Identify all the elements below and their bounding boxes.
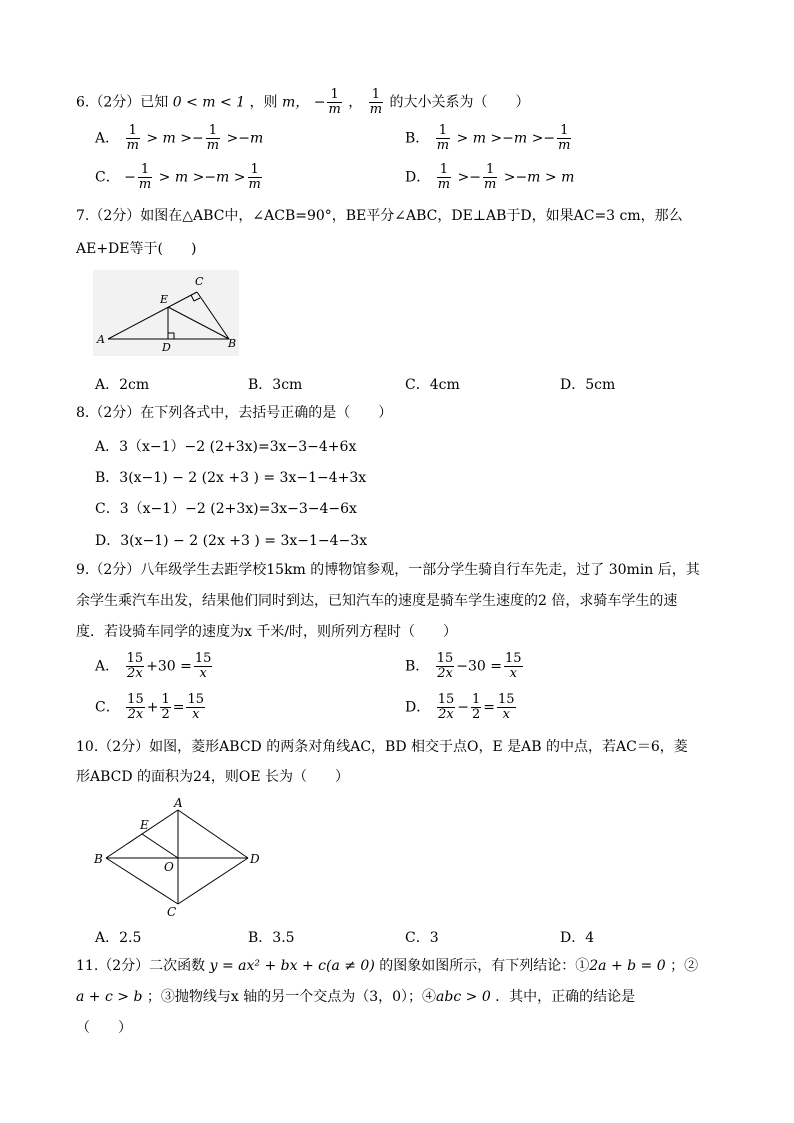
q6-option-b[interactable]	[405, 124, 573, 153]
q7-option-a[interactable]: A．2cm	[95, 377, 150, 393]
option-letter: A．	[95, 658, 120, 675]
q6-frac-pos	[369, 88, 383, 117]
frac-den: x	[509, 666, 517, 681]
q11-conclusion-2: a + c > b	[76, 989, 143, 1005]
q11-text: ．其中，正确的结论是	[495, 989, 636, 1005]
frac-num: 1	[483, 163, 497, 178]
frac-den: 2	[471, 707, 481, 722]
option-letter: D．	[405, 699, 431, 716]
frac-num: 15	[436, 651, 454, 666]
expr: −	[124, 169, 136, 186]
expr: +30 =	[146, 658, 192, 675]
expr: =	[172, 699, 185, 716]
expr: −30 =	[456, 658, 503, 675]
q10-option-c[interactable]: C．3	[405, 930, 439, 946]
q10-stem-line1: 10.（2分）如图，菱形ABCD 的两条对角线AC，BD 相交于点O，E 是AB 的中点，若AC＝6，菱	[76, 739, 688, 755]
q7-triangle-figure	[93, 270, 239, 356]
frac-num: 1	[206, 124, 220, 139]
frac-den: m	[248, 177, 261, 192]
q11-stem-line1	[76, 957, 698, 975]
q10-option-b[interactable]: B．3.5	[248, 930, 295, 946]
q11-stem-line2	[76, 988, 635, 1006]
frac-num: 15	[194, 651, 212, 666]
expr: > m >−m >	[154, 169, 246, 186]
q11-conclusion-1: 2a + b = 0	[589, 958, 666, 974]
q8-stem: 8.（2分）在下列各式中，去括号正确的是（ ）	[76, 405, 393, 421]
frac	[126, 652, 145, 681]
frac-den: x	[199, 666, 207, 681]
q7-stem-line2: AE+DE等于( )	[76, 241, 197, 257]
frac-den: 2x	[127, 666, 143, 681]
expr: > m >−m >−	[452, 130, 556, 147]
option-letter: C．	[95, 169, 120, 186]
q6-condition: 0 < m < 1	[172, 94, 246, 111]
q9-option-d[interactable]	[405, 693, 518, 722]
frac	[138, 163, 152, 192]
q10-rhombus-figure	[90, 796, 270, 918]
frac	[248, 163, 262, 192]
q10-option-a[interactable]: A．2.5	[95, 930, 142, 946]
frac-num: 15	[437, 692, 455, 707]
frac-num: 15	[497, 692, 515, 707]
frac-den: 2x	[437, 666, 453, 681]
label-o: O	[164, 860, 174, 874]
option-letter: D．	[405, 169, 431, 186]
side-ad	[178, 810, 248, 858]
q6-suffix: 的大小关系为（ ）	[389, 94, 530, 111]
frac-den: x	[192, 707, 200, 722]
q6-frac-neg	[327, 88, 341, 117]
frac-num: 15	[126, 651, 144, 666]
q9-stem-line2: 余学生乘汽车出发，结果他们同时到达，已知汽车的速度是骑车学生速度的2 倍，求骑车学生的速	[76, 593, 678, 609]
label-d: D	[162, 341, 171, 354]
frac	[194, 652, 213, 681]
side-dc	[178, 858, 248, 904]
frac-den: m	[369, 102, 383, 117]
frac-num: 15	[127, 692, 144, 707]
frac-den: 2x	[127, 707, 144, 722]
q9-option-a[interactable]	[95, 652, 214, 681]
q6-option-d[interactable]	[405, 163, 574, 192]
q9-option-b[interactable]	[405, 652, 525, 681]
expr: >−m > m	[499, 169, 575, 186]
frac-den: m	[206, 138, 220, 153]
frac-den: m	[328, 102, 341, 117]
frac	[471, 693, 481, 722]
q7-option-c[interactable]: C．4cm	[405, 377, 460, 393]
label-c: C	[195, 275, 204, 288]
frac-num: 1	[138, 163, 152, 178]
frac-den: m	[558, 138, 571, 153]
q9-stem-line3: 度．若设骑车同学的速度为x 千米/时，则所列方程时（ ）	[76, 624, 458, 640]
q6-neg: −	[313, 94, 326, 111]
q6-m: m，	[281, 94, 310, 111]
q6-option-c[interactable]	[95, 163, 264, 192]
frac-num: 1	[327, 88, 341, 103]
frac-num: 15	[505, 651, 522, 666]
frac	[557, 124, 571, 153]
q11-stem-line3: （ ）	[76, 1020, 132, 1036]
q6-prefix: 6.（2分）已知	[76, 94, 169, 111]
frac	[497, 693, 516, 722]
frac-num: 1	[126, 124, 140, 139]
frac	[126, 124, 140, 153]
q8-option-b[interactable]: B．3(x−1) − 2 (2x +3 ) = 3x−1−4+3x	[95, 470, 367, 486]
expr: +	[146, 699, 159, 716]
q11-text: 的图象如图所示，有下列结论：①	[379, 958, 590, 974]
q6-comma: ，	[348, 94, 363, 111]
frac-den: m	[483, 177, 497, 192]
option-letter: B．	[405, 130, 430, 147]
frac-den: m	[126, 138, 139, 153]
q11-function: y = ax² + bx + c(a ≠ 0)	[209, 958, 375, 974]
q7-stem-line1: 7.（2分）如图在△ABC中，∠ACB=90°，BE平分∠ABC，DE⊥AB于D，如果AC=3 cm，那么	[76, 208, 683, 224]
option-letter: B．	[405, 658, 430, 675]
q10-stem-line2: 形ABCD 的面积为24，则OE 长为（ ）	[76, 769, 350, 785]
label-e: E	[140, 818, 149, 832]
frac-den: x	[502, 707, 510, 722]
frac	[483, 163, 497, 192]
frac-num: 1	[248, 163, 262, 178]
q6-stem	[76, 88, 529, 117]
expr: =	[483, 699, 495, 716]
frac	[436, 652, 455, 681]
q8-option-d[interactable]: D．3(x−1) − 2 (2x +3 ) = 3x−1−4−3x	[95, 533, 368, 549]
q11-text: ；②	[670, 958, 699, 974]
frac-num: 15	[187, 692, 205, 707]
q7-option-d[interactable]: D．5cm	[560, 377, 616, 393]
frac	[437, 693, 456, 722]
q11-text: ；③抛物线与x 轴的另一个交点为（3，0）；④	[146, 989, 437, 1005]
frac-num: 1	[471, 692, 481, 707]
label-b: B	[94, 852, 103, 866]
frac	[436, 124, 450, 153]
label-e: E	[160, 293, 169, 306]
q11-conclusion-4: abc > 0	[436, 989, 491, 1005]
frac-den: 2x	[438, 707, 454, 722]
frac	[437, 163, 451, 192]
frac	[126, 693, 145, 722]
label-a: A	[97, 333, 105, 346]
option-letter: A．	[95, 130, 120, 147]
frac-num: 1	[369, 88, 383, 103]
frac	[186, 693, 205, 722]
frac-num: 1	[436, 124, 450, 139]
frac	[206, 124, 220, 153]
q6-mid: ，则	[249, 94, 278, 111]
q10-option-d[interactable]: D．4	[560, 930, 595, 946]
label-c: C	[167, 905, 177, 918]
q8-option-c[interactable]: C．3（x−1）−2 (2+3x)=3x−3−4−6x	[95, 501, 357, 517]
frac-den: m	[138, 177, 152, 192]
q8-option-a[interactable]: A．3（x−1）−2 (2+3x)=3x−3−4+6x	[95, 439, 357, 455]
q11-text: 11.（2分）二次函数	[76, 958, 206, 974]
label-a: A	[174, 796, 183, 810]
frac-den: m	[436, 138, 450, 153]
frac-num: 1	[161, 692, 170, 707]
segment-oe	[142, 834, 178, 858]
frac	[160, 693, 170, 722]
expr: >−m	[222, 130, 264, 147]
expr: > m >−	[141, 130, 204, 147]
frac-den: 2	[161, 707, 170, 722]
frac-den: m	[437, 177, 451, 192]
option-letter: C．	[95, 699, 120, 716]
q6-option-a[interactable]	[95, 124, 263, 153]
q7-option-b[interactable]: B．3cm	[248, 377, 303, 393]
frac-num: 1	[437, 163, 451, 178]
q9-option-c[interactable]	[95, 693, 207, 722]
label-b: B	[228, 337, 237, 350]
label-d: D	[250, 852, 260, 866]
q9-stem-line1: 9.（2分）八年级学生去距学校15km 的博物馆参观，一部分学生骑自行车先走，过了 30min 后，其	[76, 562, 700, 578]
frac-num: 1	[557, 124, 571, 139]
expr: −	[457, 699, 469, 716]
expr: >−	[453, 169, 481, 186]
frac	[504, 652, 523, 681]
